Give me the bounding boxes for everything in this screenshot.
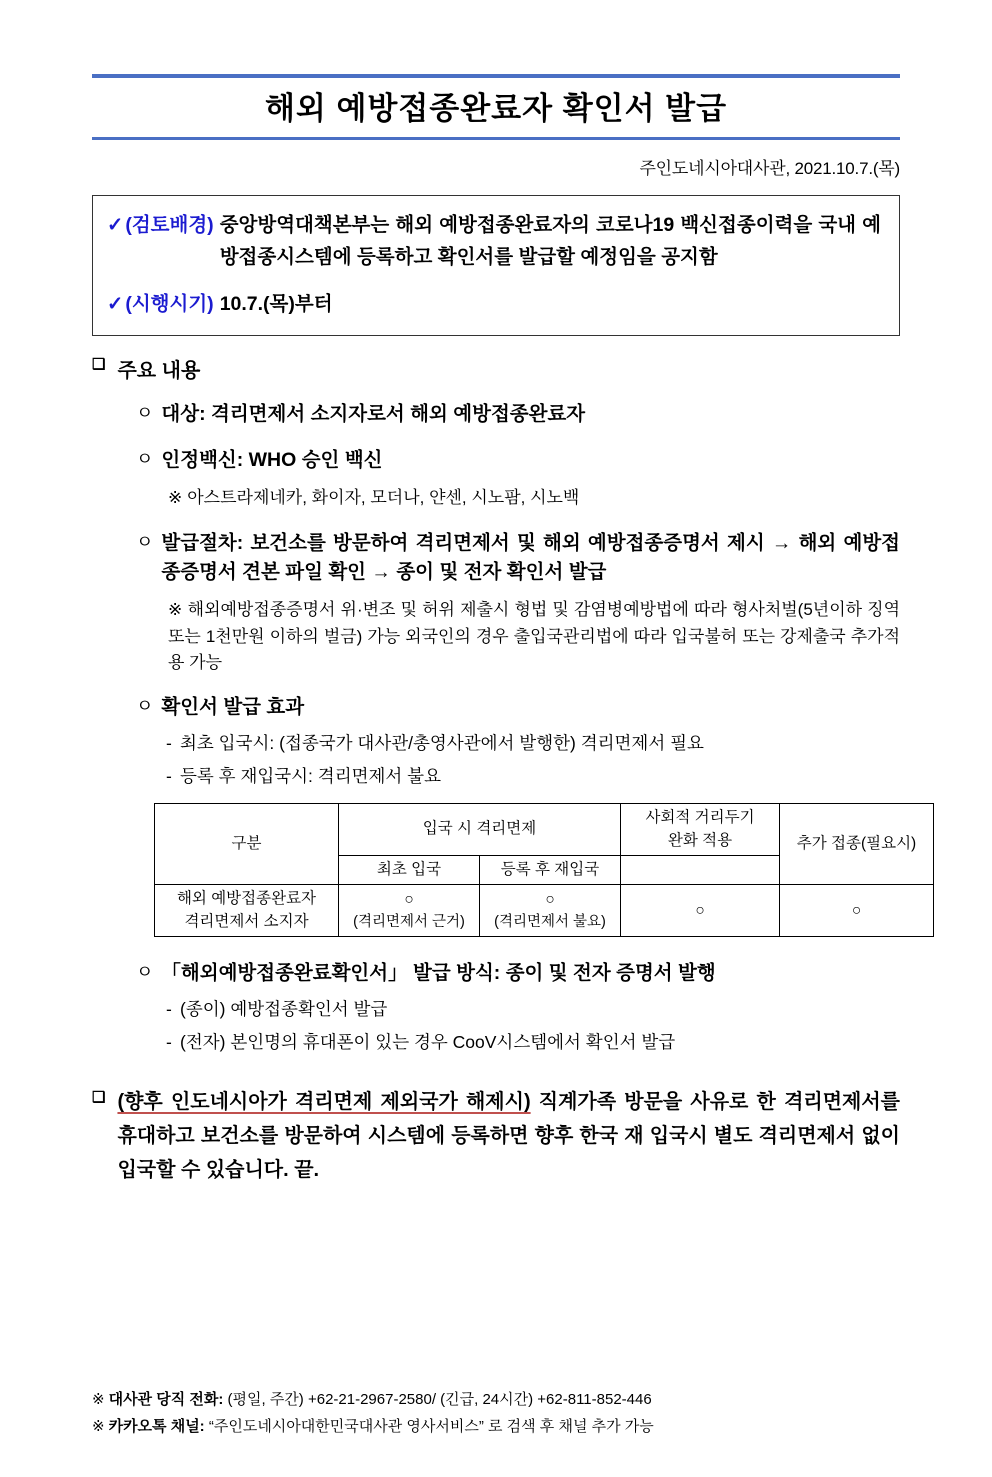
summary-row-effective-date xyxy=(107,289,881,321)
list-item-issue-format xyxy=(136,959,900,988)
table-header-entry-exempt: 입국 시 격리면제 xyxy=(339,804,621,856)
footer-kakao-value: “주인도네시아대한민국대사관 영사서비스” 로 검색 후 채널 추가 가능 xyxy=(204,1418,654,1436)
dash-bullet-icon: - xyxy=(166,1031,172,1052)
check-icon: ✓ xyxy=(107,293,124,316)
table-row xyxy=(155,885,934,937)
section-heading-main xyxy=(92,354,900,383)
list-item-effects xyxy=(136,693,900,722)
final-paragraph-underlined: (향후 인도네시아가 격리면제 제외국가 해제시) xyxy=(117,1091,531,1114)
section-body-main xyxy=(136,400,917,1055)
sub-item-first-entry xyxy=(166,730,900,756)
star-mark-icon: ※ xyxy=(92,1390,105,1408)
footer-phone-label: 대사관 당직 전화: xyxy=(108,1390,224,1408)
page-title: 해외 예방접종완료자 확인서 발급 xyxy=(264,91,728,126)
table-row-label xyxy=(155,885,339,937)
square-bullet-icon: ❑ xyxy=(92,355,106,373)
star-mark-icon: ※ xyxy=(92,1418,105,1436)
square-bullet-icon: ❑ xyxy=(92,1089,106,1107)
table-cell-reentry-note: (격리면제서 불요) xyxy=(494,913,606,930)
note-penalty-text: 해외예방접종증명서 위·변조 및 허위 제출시 형법 및 감염병예방법에 따라 형사처벌(5년이하 징역 또는 1천만원 이하의 벌금) 가능 외국인의 경우 출입국관리법에 따라 입국불허 또는 강제출국 추가적용 가능 xyxy=(168,600,900,672)
table-header-row-1 xyxy=(155,804,934,856)
final-paragraph xyxy=(117,1085,900,1187)
circle-bullet-icon: ㅇ xyxy=(136,449,154,470)
table-header-social-line2: 완화 적용 xyxy=(667,831,733,849)
note-vaccine-list-text: 아스트라제네카, 화이자, 모더나, 얀센, 시노팜, 시노백 xyxy=(187,488,580,508)
table-cell-first-entry xyxy=(339,885,480,937)
sub-item-paper-label: (종이) 예방접종확인서 발급 xyxy=(180,998,388,1019)
list-item-vaccines-label: 인정백신: WHO 승인 백신 xyxy=(161,449,383,472)
circle-bullet-icon: ㅇ xyxy=(136,531,154,552)
sub-item-reentry xyxy=(166,763,900,789)
dash-bullet-icon: - xyxy=(166,732,172,753)
summary-text-effective-date: 10.7.(목)부터 xyxy=(219,293,333,316)
summary-label-effective-date: (시행시기) xyxy=(125,293,214,316)
table-row-label-line1: 해외 예방접종완료자 xyxy=(176,890,317,908)
main-content xyxy=(92,354,917,1187)
footer-kakao-label: 카카오톡 채널: xyxy=(108,1418,205,1436)
list-item-target-label: 대상: 격리면제서 소지자로서 해외 예방접종완료자 xyxy=(161,402,586,425)
sub-item-reentry-label: 등록 후 재입국시: 격리면제서 불요 xyxy=(180,765,441,786)
footer-line-phone xyxy=(92,1386,900,1414)
list-item-target xyxy=(136,400,900,429)
check-icon: ✓ xyxy=(107,214,124,237)
table-cell-extra-dose: ○ xyxy=(780,885,934,937)
note-penalty xyxy=(168,597,900,676)
summary-text-background: 중앙방역대책본부는 해외 예방접종완료자의 코로나19 백신접종이력을 국내 예방접종시스템에 등록하고 확인서를 발급할 예정임을 공지함 xyxy=(219,214,881,268)
summary-box xyxy=(92,195,900,336)
table-row-label-line2: 격리면제서 소지자 xyxy=(184,912,309,930)
circle-bullet-icon: ㅇ xyxy=(136,962,154,983)
effects-table xyxy=(154,803,934,937)
table-cell-reentry xyxy=(480,885,621,937)
footer-phone-value: (평일, 주간) +62-21-2967-2580/ (긴급, 24시간) +62-811-852-446 xyxy=(223,1390,652,1408)
issuer-line: 주인도네시아대사관, 2021.10.7.(목) xyxy=(639,159,900,179)
list-item-vaccines xyxy=(136,446,900,475)
final-paragraph-text: 직계가족 방문을 사유로 한 격리면제서를 휴대하고 보건소를 방문하여 시스템에 등록하면 향후 한국 재 입국시 별도 격리면제서 없이 입국할 수 있습니다. 끝. xyxy=(117,1091,900,1182)
sub-item-first-entry-label: 최초 입국시: (접종국가 대사관/총영사관에서 발행한) 격리면제서 필요 xyxy=(180,732,704,753)
circle-mark-icon: ○ xyxy=(545,891,555,909)
title-bottom-rule xyxy=(92,137,900,140)
table-header-social-line1: 사회적 거리두기 xyxy=(645,809,755,827)
dash-bullet-icon: - xyxy=(166,765,172,786)
star-mark-icon: ※ xyxy=(168,488,183,508)
table-header-gubun: 구분 xyxy=(155,804,339,885)
footer xyxy=(92,1386,900,1442)
list-item-issue-format-label: 「해외예방접종완료확인서」 발급 방식: 종이 및 전자 증명서 발행 xyxy=(161,962,716,985)
dash-bullet-icon: - xyxy=(166,998,172,1019)
table-header-social-distancing xyxy=(621,804,780,856)
sub-item-electronic xyxy=(166,1029,900,1055)
table-cell-social-distancing: ○ xyxy=(621,885,780,937)
table-header-extra-dose: 추가 접종(필요시) xyxy=(780,804,934,885)
circle-mark-icon: ○ xyxy=(404,891,414,909)
footer-line-kakao xyxy=(92,1413,900,1441)
document-page xyxy=(0,74,992,1477)
circle-bullet-icon: ㅇ xyxy=(136,696,154,717)
star-mark-icon: ※ xyxy=(168,600,183,620)
list-item-effects-label: 확인서 발급 효과 xyxy=(161,696,305,719)
summary-row-background xyxy=(107,210,881,273)
list-item-procedure xyxy=(136,529,900,588)
table-header-reentry: 등록 후 재입국 xyxy=(480,855,621,884)
sub-item-electronic-label: (전자) 본인명의 휴대폰이 있는 경우 CooV시스템에서 확인서 발급 xyxy=(180,1031,676,1052)
table-cell-first-entry-note: (격리면제서 근거) xyxy=(353,913,465,930)
section-heading-label: 주요 내용 xyxy=(117,359,201,382)
section-heading-future xyxy=(92,1085,900,1187)
table-header-social-blank xyxy=(621,855,780,884)
summary-label-background: (검토배경) xyxy=(125,214,214,237)
table-header-first-entry: 최초 입국 xyxy=(339,855,480,884)
list-item-procedure-label: 발급절차: 보건소를 방문하여 격리면제서 및 해외 예방접종증명서 제시 → 해외 예방접종증명서 견본 파일 확인 → 종이 및 전자 확인서 발급 xyxy=(161,531,900,584)
sub-item-paper xyxy=(166,996,900,1022)
circle-bullet-icon: ㅇ xyxy=(136,402,154,423)
note-vaccine-list xyxy=(168,485,900,511)
